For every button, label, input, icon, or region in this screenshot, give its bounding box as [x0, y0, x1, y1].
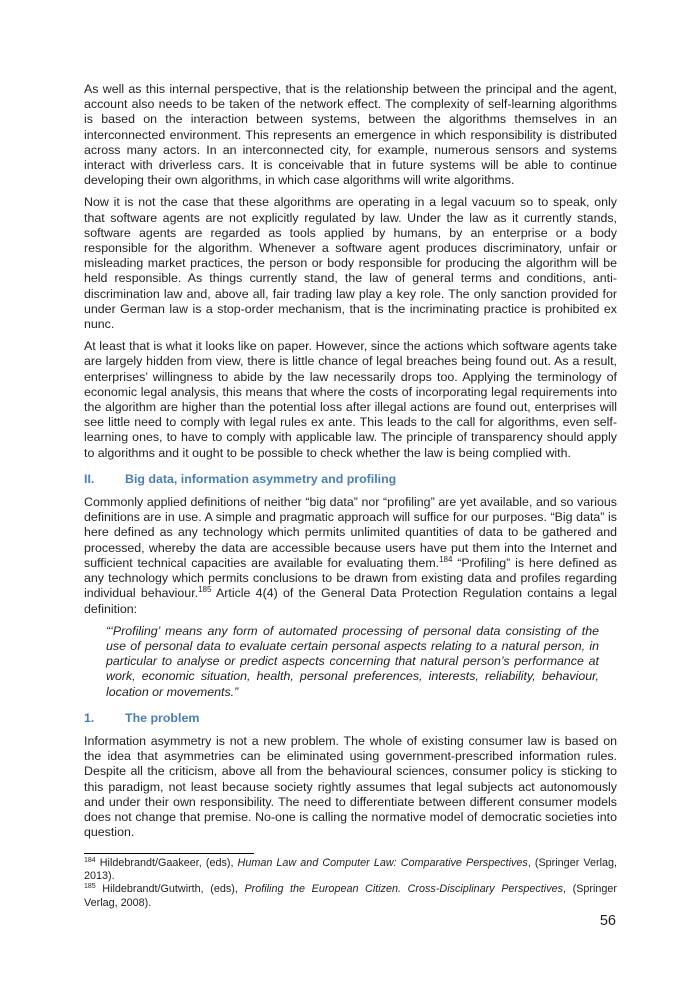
page-number: 56	[599, 913, 616, 929]
section-number: II.	[84, 471, 95, 486]
subsection-number: 1.	[84, 710, 95, 725]
footnote-text: Hildebrandt/Gutwirth, (eds),	[95, 883, 245, 896]
footnote-text-end: , (Springer Verlag, 2013).	[84, 857, 617, 883]
gdpr-quote: “‘Profiling’ means any form of automated processing of personal data consisting of the use of personal data to evaluate certain personal aspects relating to a natural person, in particular to analyse or predict aspects concerning that natural person’s performance at work, economic situation, health, personal preferences, interests, reliability, behaviour, location or movements.”	[106, 623, 599, 699]
footnote-ref-184[interactable]: 184	[439, 554, 453, 564]
footnote-number: 185	[84, 883, 96, 891]
footnote-divider	[84, 853, 254, 854]
subsection-title: The problem	[125, 710, 200, 725]
definitions-text-c: Article 4(4) of the General Data Protection Regulation contains a legal definition:	[84, 586, 617, 616]
definitions-text-a: Commonly applied definitions of neither “big data” nor “profiling” are yet available, and so various definitions are in use. A simple and pragmatic approach will suffice for our purposes. “Big data” is here defined as any technology which permits unlimited quantities of data to be gathered and processed, whereby the data are accessible because users have put them into the Internet and sufficient technical capacities are available for evaluating them.	[84, 495, 617, 570]
footnote-ref-185[interactable]: 185	[198, 585, 212, 595]
footnote-number: 184	[84, 857, 96, 864]
footnote-184	[84, 857, 617, 883]
footnote-book-title: Human Law and Computer Law: Comparative Perspectives	[237, 857, 528, 869]
section-heading-big-data	[84, 472, 617, 487]
footnote-text: Hildebrandt/Gaakeer, (eds),	[95, 857, 238, 869]
paragraph-information-asymmetry: Information asymmetry is not a new problem. The whole of existing consumer law is based on the idea that asymmetries can be eliminated using government-prescribed information rules. Despite all the criticism, above all from the behavioural sciences, consumer policy is sticking to this paradigm, not least because society rightly assumes that legal subjects act autonomously and under their own responsibility. The need to differentiate between different consumer models does not change that premise. No-one is calling the normative model of democratic societies into question.	[84, 733, 617, 840]
paragraph-network-effect: As well as this internal perspective, that is the relationship between the principal and the agent, account also needs to be taken of the network effect. The complexity of self-learning algorithms is based on the interaction between systems, between the algorithms themselves in an interconnected environment. This represents an emergence in which responsibility is distributed across many actors. In an interconnected city, for example, numerous sensors and systems interact with driverless cars. It is conceivable that in future systems will be able to continue developing their own algorithms, in which case algorithms will write algorithms.	[84, 82, 617, 188]
definitions-text-b: “Profiling” is here defined as any technology which permits conclusions to be drawn from existing data and profiles regarding individual behaviour.	[84, 555, 617, 601]
page-body	[84, 82, 617, 847]
footnotes	[84, 857, 617, 910]
footnote-book-title: Profiling the European Citizen. Cross-Disciplinary Perspectives	[244, 883, 564, 896]
subsection-heading-problem	[84, 711, 617, 726]
section-title: Big data, information asymmetry and profiling	[125, 471, 397, 486]
paragraph-definitions	[84, 495, 617, 617]
footnote-185	[84, 883, 617, 909]
paragraph-on-paper: At least that is what it looks like on paper. However, since the actions which software agents take are largely hidden from view, there is little chance of legal breaches being found out. As a result, enterprises’ willingness to abide by the law necessarily drops too. Applying the terminology of economic legal analysis, this means that where the costs of incorporating legal requirements into the algorithm are higher than the potential loss after illegal actions are found out, enterprises will see little need to comply with legal rules ex ante. This leads to the call for algorithms, even self-learning ones, to have to comply with applicable law. The principle of transparency should apply to algorithms and it ought to be possible to check whether the law is being complied with.	[84, 339, 617, 460]
paragraph-legal-vacuum: Now it is not the case that these algorithms are operating in a legal vacuum so to speak, only that software agents are not explicitly regulated by law. Under the law as it currently stands, software agents are regarded as tools applied by humans, by an enterprise or a body responsible for the algorithm. Whenever a software agent produces discriminatory, unfair or misleading market practices, the person or body responsible for producing the algorithm will be held responsible. As things currently stand, the law of general terms and conditions, anti-discrimination law and, above all, fair trading law play a key role. The only sanction provided for under German law is a stop-order mechanism, that is the incriminating practice is prohibited ex nunc.	[84, 195, 617, 332]
footnote-text-end: , (Springer Verlag, 2008).	[84, 883, 618, 909]
